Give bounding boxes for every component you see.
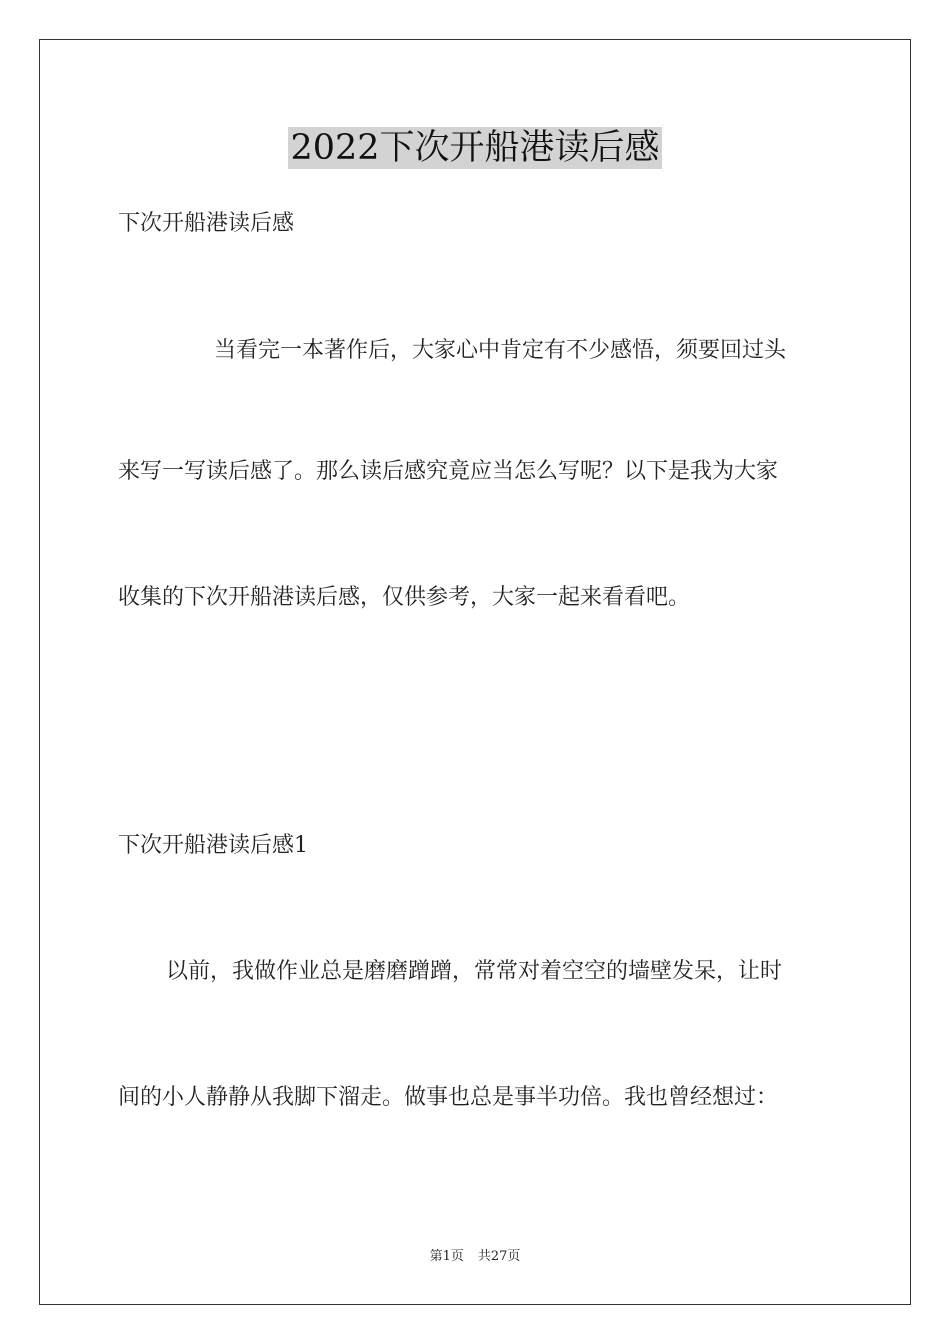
total-pages: 共27页 — [477, 1249, 521, 1264]
body-line-1: 以前，我做作业总是磨磨蹭蹭，常常对着空空的墙壁发呆，让时 — [166, 959, 783, 984]
page-footer — [0, 1248, 950, 1266]
section-heading: 下次开船港读后感1 — [118, 833, 308, 858]
intro-line-1: 当看完一本著作后，大家心中肯定有不少感悟，须要回过头 — [214, 338, 787, 363]
document-title: 2022下次开船港读后感 — [290, 128, 660, 168]
document-subtitle: 下次开船港读后感 — [118, 211, 295, 236]
intro-line-3: 收集的下次开船港读后感，仅供参考，大家一起来看看吧。 — [118, 585, 691, 610]
body-line-2: 间的小人静静从我脚下溜走。做事也总是事半功倍。我也曾经想过： — [118, 1085, 779, 1110]
intro-line-2: 来写一写读后感了。那么读后感究竟应当怎么写呢？以下是我为大家 — [118, 459, 779, 484]
title-container — [0, 127, 950, 169]
page-number: 第1页 — [429, 1249, 464, 1264]
